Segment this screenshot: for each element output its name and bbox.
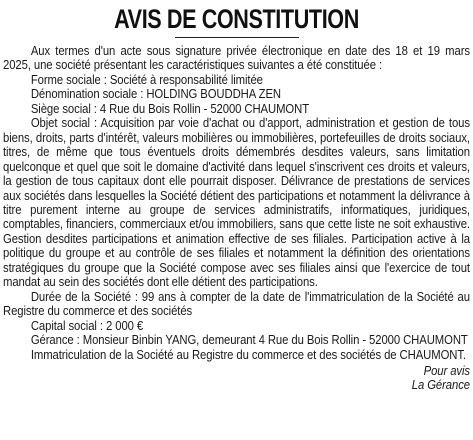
paragraph-company-name: Dénomination sociale : HOLDING BOUDDHA ZEN xyxy=(30,87,281,102)
notice-body xyxy=(3,44,470,393)
paragraph-corporate-purpose: Objet social : Acquisition par voie d'achat ou d'apport, administration et gestion de tous biens, droits, parts d'intérêt, valeurs mobilières ou immobilières, portefeuilles de droits sociaux, titres, de même que tous éventuels droits démembrés desdites valeurs, sans limitation quelconque et quel que soit le domaine d'activité dans lequel s'inscrivent ces droits et valeurs, la gestion de tous capitaux dont elle pourrait disposer. Délivrance de prestations de services aux sociétés dans lesquelles la Société détient des participations et notamment la délivrance à titre purement interne au groupe de services administratifs, informatiques, juridiques, comptables, financiers, commerciaux et/ou immobiliers, sans que cette liste ne soit exhaustive. Gestion desdites participations et animation effective de ses filiales. Participation active à la politique du groupe et au contrôle de ses filiales et notamment la définition des orientations stratégiques du groupe que la Société compose avec ses filiales ainsi que l'exercice de tout mandat au sein des sociétés dont elle détient des participations. xyxy=(3,116,470,290)
signature-line-gerance: La Gérance xyxy=(411,378,470,393)
paragraph-registration: Immatriculation de la Société au Registre du commerce et des sociétés de CHAUMONT. xyxy=(30,347,466,362)
paragraph-share-capital: Capital social : 2 000 € xyxy=(30,318,144,333)
paragraph-intro: Aux termes d'un acte sous signature privée électronique en date des 18 et 19 mars 2025, une société présentant les caractéristiques suivantes a été constituée : xyxy=(3,44,470,73)
title-underline xyxy=(175,37,299,38)
paragraph-registered-office: Siège social : 4 Rue du Bois Rollin - 52000 CHAUMONT xyxy=(30,101,310,116)
paragraph-management: Gérance : Monsieur Binbin YANG, demeurant 4 Rue du Bois Rollin - 52000 CHAUMONT xyxy=(30,333,468,348)
paragraph-legal-form: Forme sociale : Société à responsabilité limitée xyxy=(30,72,263,87)
signature-block xyxy=(3,364,470,393)
paragraph-duration: Durée de la Société : 99 ans à compter de la date de l'immatriculation de la Société au Registre du commerce et des sociétés xyxy=(3,289,470,319)
signature-line-pour-avis: Pour avis xyxy=(423,363,470,378)
notice-title: AVIS DE CONSTITUTION xyxy=(114,4,359,34)
